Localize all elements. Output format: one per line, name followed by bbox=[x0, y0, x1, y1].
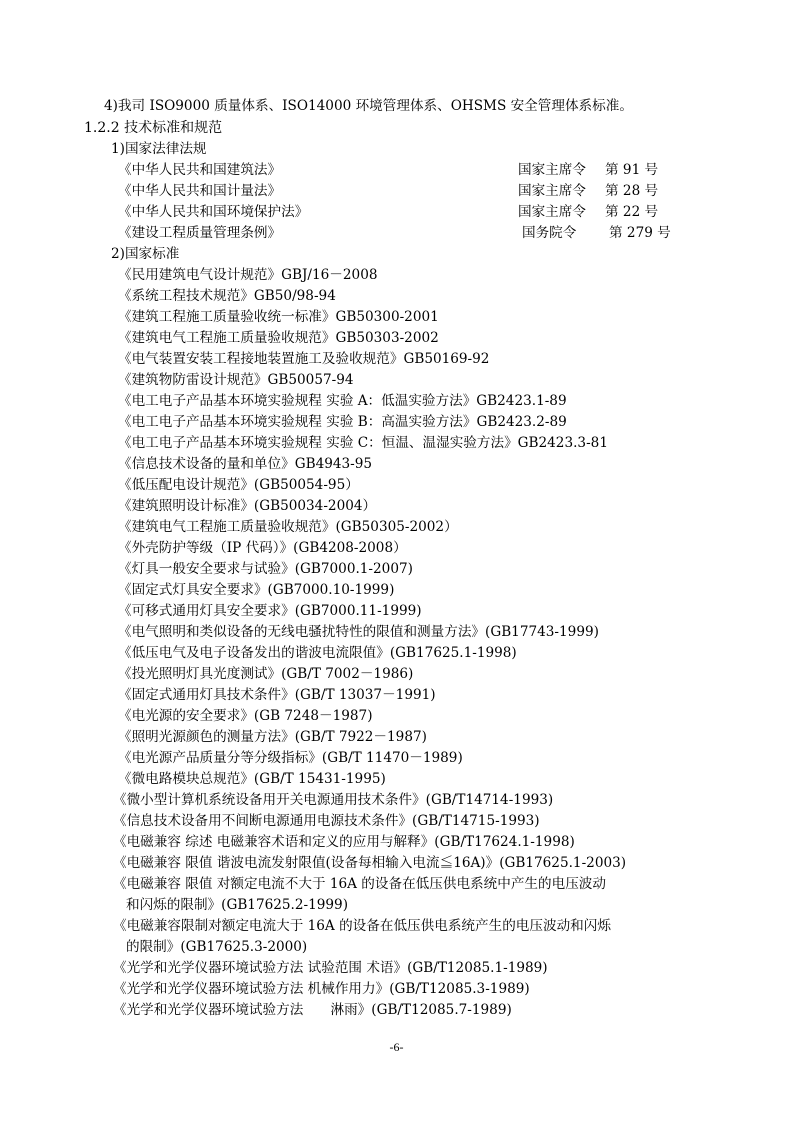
laws-heading: 1)国家法律法规 bbox=[111, 141, 207, 157]
law-issuer: 国务院令 bbox=[522, 225, 577, 241]
section-heading: 1.2.2 技术标准和规范 bbox=[84, 120, 223, 136]
standard-item: 《固定式灯具安全要求》(GB7000.10-1999) bbox=[118, 582, 395, 598]
standard-item: 《信息技术设备的量和单位》GB4943-95 bbox=[118, 456, 373, 472]
standard-item: 《光学和光学仪器环境试验方法 试验范围 术语》(GB/T12085.1-1989) bbox=[113, 960, 548, 976]
law-number: 第 22 号 bbox=[605, 204, 659, 220]
standard-item: 《微小型计算机系统设备用开关电源通用技术条件》(GB/T14714-1993) bbox=[113, 792, 554, 808]
standard-item: 《低压电气及电子设备发出的谐波电流限值》(GB17625.1-1998) bbox=[118, 645, 517, 661]
standard-item: 《电磁兼容限制对额定电流大于 16A 的设备在低压供电系统产生的电压波动和闪烁 bbox=[113, 918, 611, 934]
standard-item: 《固定式通用灯具技术条件》(GB/T 13037－1991) bbox=[118, 687, 436, 703]
law-issuer: 国家主席令 bbox=[518, 204, 586, 220]
standard-item: 《信息技术设备用不间断电源通用电源技术条件》(GB/T14715-1993) bbox=[113, 813, 540, 829]
page-number: -6- bbox=[389, 1040, 404, 1054]
law-title: 《建设工程质量管理条例》 bbox=[118, 225, 282, 241]
standard-item: 《电气照明和类似设备的无线电骚扰特性的限值和测量方法》(GB17743-1999) bbox=[118, 624, 599, 640]
standard-item: 《投光照明灯具光度测试》(GB/T 7002－1986) bbox=[118, 666, 414, 682]
standard-item: 《光学和光学仪器环境试验方法 淋雨》(GB/T12085.7-1989) bbox=[113, 1002, 512, 1018]
standard-item: 《建筑照明设计标准》(GB50034-2004） bbox=[118, 498, 377, 514]
standard-item: 《系统工程技术规范》GB50/98-94 bbox=[118, 288, 336, 304]
standard-item: 《建筑工程施工质量验收统一标准》GB50300-2001 bbox=[118, 309, 439, 325]
law-row bbox=[118, 181, 698, 201]
law-title: 《中华人民共和国计量法》 bbox=[118, 183, 282, 199]
standard-item: 《灯具一般安全要求与试验》(GB7000.1-2007) bbox=[118, 561, 413, 577]
standard-item: 《电光源产品质量分等分级指标》(GB/T 11470－1989) bbox=[118, 750, 463, 766]
standard-item: 《外壳防护等级（IP 代码）》(GB4208-2008） bbox=[118, 540, 407, 556]
law-number: 第 28 号 bbox=[605, 183, 659, 199]
law-issuer: 国家主席令 bbox=[518, 183, 586, 199]
standard-item: 《电磁兼容 综述 电磁兼容术语和定义的应用与解释》(GB/T17624.1-1998) bbox=[113, 834, 575, 850]
standard-item: 《微电路模块总规范》(GB/T 15431-1995) bbox=[118, 771, 386, 787]
standard-item: 《建筑物防雷设计规范》GB50057-94 bbox=[118, 372, 354, 388]
standard-item: 《民用建筑电气设计规范》GBJ/16－2008 bbox=[118, 267, 378, 283]
standard-item: 《电工电子产品基本环境实验规程 实验 A：低温实验方法》GB2423.1-89 bbox=[118, 393, 567, 409]
standards-heading: 2)国家标准 bbox=[111, 246, 180, 262]
law-row bbox=[118, 202, 698, 222]
standard-item: 《电磁兼容 限值 谐波电流发射限值(设备每相输入电流≦16A)》(GB17625.1-2003) bbox=[113, 855, 627, 871]
law-issuer: 国家主席令 bbox=[518, 162, 586, 178]
law-row bbox=[118, 160, 698, 180]
standard-item: 《建筑电气工程施工质量验收规范》GB50303-2002 bbox=[118, 330, 439, 346]
standard-item: 《照明光源颜色的测量方法》(GB/T 7922－1987) bbox=[118, 729, 427, 745]
standard-item: 《电工电子产品基本环境实验规程 实验 C：恒温、温湿实验方法》GB2423.3-81 bbox=[118, 435, 608, 451]
standard-item: 《电磁兼容 限值 对额定电流不大于 16A 的设备在低压供电系统中产生的电压波动 bbox=[113, 876, 606, 892]
standard-item-continuation: 的限制》(GB17625.3-2000) bbox=[126, 939, 308, 955]
standard-item: 《低压配电设计规范》(GB50054-95） bbox=[118, 477, 359, 493]
standard-item: 《建筑电气工程施工质量验收规范》(GB50305-2002） bbox=[118, 519, 458, 535]
law-number: 第 91 号 bbox=[605, 162, 659, 178]
standard-item: 《可移式通用灯具安全要求》(GB7000.11-1999) bbox=[118, 603, 422, 619]
standard-item-continuation: 和闪烁的限制》(GB17625.2-1999) bbox=[126, 897, 349, 913]
standard-item: 《电气装置安装工程接地装置施工及验收规范》GB50169-92 bbox=[118, 351, 490, 367]
standard-item: 《电工电子产品基本环境实验规程 实验 B：高温实验方法》GB2423.2-89 bbox=[118, 414, 567, 430]
law-title: 《中华人民共和国环境保护法》 bbox=[118, 204, 309, 220]
intro-line: 4)我司 ISO9000 质量体系、ISO14000 环境管理体系、OHSMS 安全管理体系标准。 bbox=[104, 98, 633, 114]
law-row bbox=[118, 223, 698, 243]
standard-item: 《电光源的安全要求》(GB 7248－1987) bbox=[118, 708, 373, 724]
law-title: 《中华人民共和国建筑法》 bbox=[118, 162, 282, 178]
standard-item: 《光学和光学仪器环境试验方法 机械作用力》(GB/T12085.3-1989) bbox=[113, 981, 530, 997]
law-number: 第 279 号 bbox=[609, 225, 671, 241]
